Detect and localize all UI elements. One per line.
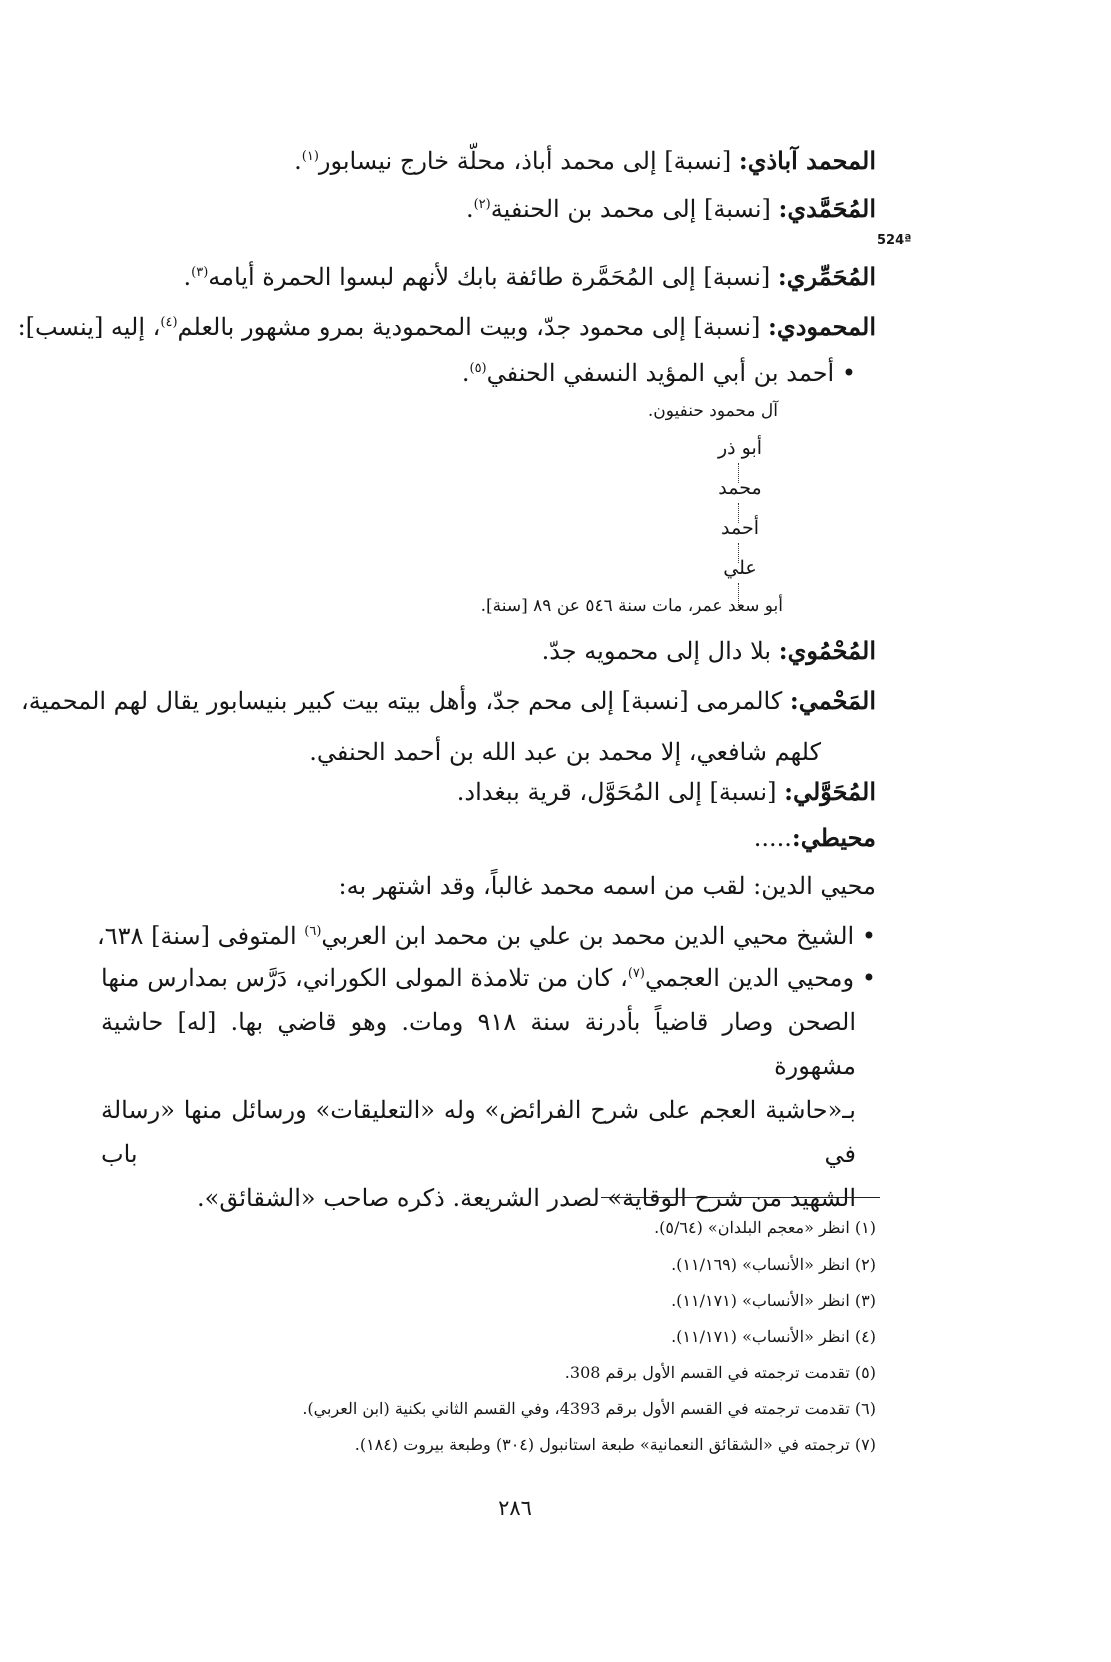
entry-term: المُحَوَّلي: bbox=[784, 777, 876, 806]
entry-muhammadi: المُحَمَّدي: [نسبة] إلى محمد بن الحنفية$^{(٢)}$. bbox=[465, 194, 876, 223]
footnote-ref[interactable]: (٧) bbox=[627, 966, 645, 981]
bullet-text: • الشيخ محيي الدين محمد بن علي بن محمد ابن العربي bbox=[321, 922, 876, 950]
bullet-ahmad-nasafi: • أحمد بن أبي المؤيد النسفي الحنفي$^{(٥)}$. bbox=[461, 359, 856, 387]
footnote-ref[interactable]: (٥) bbox=[469, 361, 487, 376]
tree-heading: آل محمود حنفيون. bbox=[647, 401, 778, 421]
entry-term: المَحْمي: bbox=[789, 686, 876, 715]
footnote-5: (٥) تقدمت ترجمته في القسم الأول برقم 308. bbox=[564, 1363, 876, 1382]
entry-muhawwali bbox=[457, 777, 876, 807]
entry-mahmi-continued: كلهم شافعي، إلا محمد بن عبد الله بن أحمد الحنفي. bbox=[309, 738, 821, 766]
marginal-folio-note: 524ª bbox=[877, 233, 912, 248]
entry-muhiti bbox=[754, 823, 876, 853]
entry-text: [نسبة] إلى محمد بن الحنفية bbox=[490, 195, 779, 223]
entry-term: المُحْمُوي: bbox=[778, 636, 876, 665]
entry-term: المُحَمَّدي: bbox=[778, 194, 876, 223]
entry-muhammiri: المُحَمِّري: [نسبة] إلى المُحَمَّرة طائفة بابك لأنهم لبسوا الحمرة أيامه$^{(٣)}$. bbox=[183, 262, 876, 291]
paragraph-line: الصحن وصار قاضياً بأدرنة سنة ٩١٨ ومات. وهو قاضي بها. [له] حاشية مشهورة bbox=[101, 1008, 856, 1080]
bullet-ibn-arabi: • الشيخ محيي الدين محمد بن علي بن محمد ابن العربي$^{(٦)}$ المتوفى [سنة] ٦٣٨، bbox=[97, 922, 876, 950]
footnote-1: (١) انظر «معجم البلدان» (٥/٦٤). bbox=[654, 1218, 876, 1237]
footnote-ref[interactable]: (٣) bbox=[191, 265, 209, 280]
entry-text: ..... bbox=[753, 824, 792, 852]
tree-node-muhammad: محمد bbox=[718, 477, 762, 499]
footnote-separator bbox=[601, 1197, 880, 1198]
tree-node-ahmad: أحمد bbox=[721, 517, 759, 539]
tree-node-abu-dharr: أبو ذر bbox=[717, 437, 763, 459]
footnote-ref[interactable]: (٤) bbox=[160, 315, 178, 330]
paragraph-line: • ومحيي الدين العجمي$^{(٧)}$، كان من تلامذة المولى الكوراني، دَرَّس بمدارس منها bbox=[101, 964, 877, 992]
entry-term: المحمودي: bbox=[768, 312, 876, 341]
entry-muhyi-al-din: محيي الدين: لقب من اسمه محمد غالباً، وقد اشتهر به: bbox=[338, 872, 876, 900]
entry-text: بلا دال إلى محمويه جدّ. bbox=[541, 637, 779, 665]
footnote-3: (٣) انظر «الأنساب» (١١/١٧١). bbox=[671, 1291, 876, 1310]
footnote-ref[interactable]: (٢) bbox=[473, 197, 491, 212]
paragraph-line: الشهيد من شرح الوقاية» لصدر الشريعة. ذكره صاحب «الشقائق». bbox=[197, 1184, 856, 1212]
entry-mahmudi: المحمودي: [نسبة] إلى محمود جدّ، وبيت المحمودية بمرو مشهور بالعلم$^{(٤)}$، إليه [ينسب]: bbox=[17, 312, 876, 341]
footnote-7: (٧) ترجمته في «الشقائق النعمانية» طبعة استانبول (٣٠٤) وطبعة بيروت (١٨٤). bbox=[354, 1435, 876, 1454]
footnote-ref[interactable]: (١) bbox=[301, 149, 319, 164]
entry-text: كالمرمى [نسبة] إلى محم جدّ، وأهل بيته بيت كبير بنيسابور يقال لهم المحمية، bbox=[20, 687, 790, 715]
tree-node-abu-saad-umar: أبو سعد عمر، مات سنة ٥٤٦ عن ٨٩ [سنة]. bbox=[480, 596, 783, 616]
entry-muhammad-abadhi: المحمد آباذي: [نسبة] إلى محمد أباذ، محلّة خارج نيسابور$^{(١)}$. bbox=[294, 146, 876, 175]
footnote-6: (٦) تقدمت ترجمته في القسم الأول برقم 4393، وفي القسم الثاني بكنية (ابن العربي). bbox=[302, 1399, 876, 1418]
entry-term: المحمد آباذي: bbox=[738, 146, 876, 175]
entry-text: [نسبة] إلى محمود جدّ، وبيت المحمودية بمرو مشهور بالعلم bbox=[177, 313, 769, 341]
footnote-4: (٤) انظر «الأنساب» (١١/١٧١). bbox=[671, 1327, 876, 1346]
bullet-muhyi-al-din-ajami bbox=[101, 956, 876, 1220]
entry-text: [نسبة] إلى المُحَمَّرة طائفة بابك لأنهم لبسوا الحمرة أيامه bbox=[208, 263, 778, 291]
entry-text: [نسبة] إلى المُحَوَّل، قرية ببغداد. bbox=[456, 778, 785, 806]
paragraph-line: بـ«حاشية العجم على شرح الفرائض» وله «التعليقات» ورسائل منها «رسالة في باب bbox=[101, 1096, 856, 1168]
page-number: ٢٨٦ bbox=[498, 1496, 532, 1520]
entry-term: المُحَمِّري: bbox=[777, 262, 876, 291]
entry-term: محيطي: bbox=[791, 823, 876, 852]
entry-text: [نسبة] إلى محمد أباذ، محلّة خارج نيسابور bbox=[318, 147, 739, 175]
entry-mahmi bbox=[20, 686, 876, 716]
tree-node-ali: علي bbox=[723, 557, 757, 579]
bullet-text: • أحمد بن أبي المؤيد النسفي الحنفي bbox=[486, 359, 856, 387]
footnote-2: (٢) انظر «الأنساب» (١١/١٦٩). bbox=[671, 1255, 876, 1274]
entry-muhmuwi bbox=[542, 636, 876, 666]
footnote-ref[interactable]: (٦) bbox=[304, 924, 322, 939]
